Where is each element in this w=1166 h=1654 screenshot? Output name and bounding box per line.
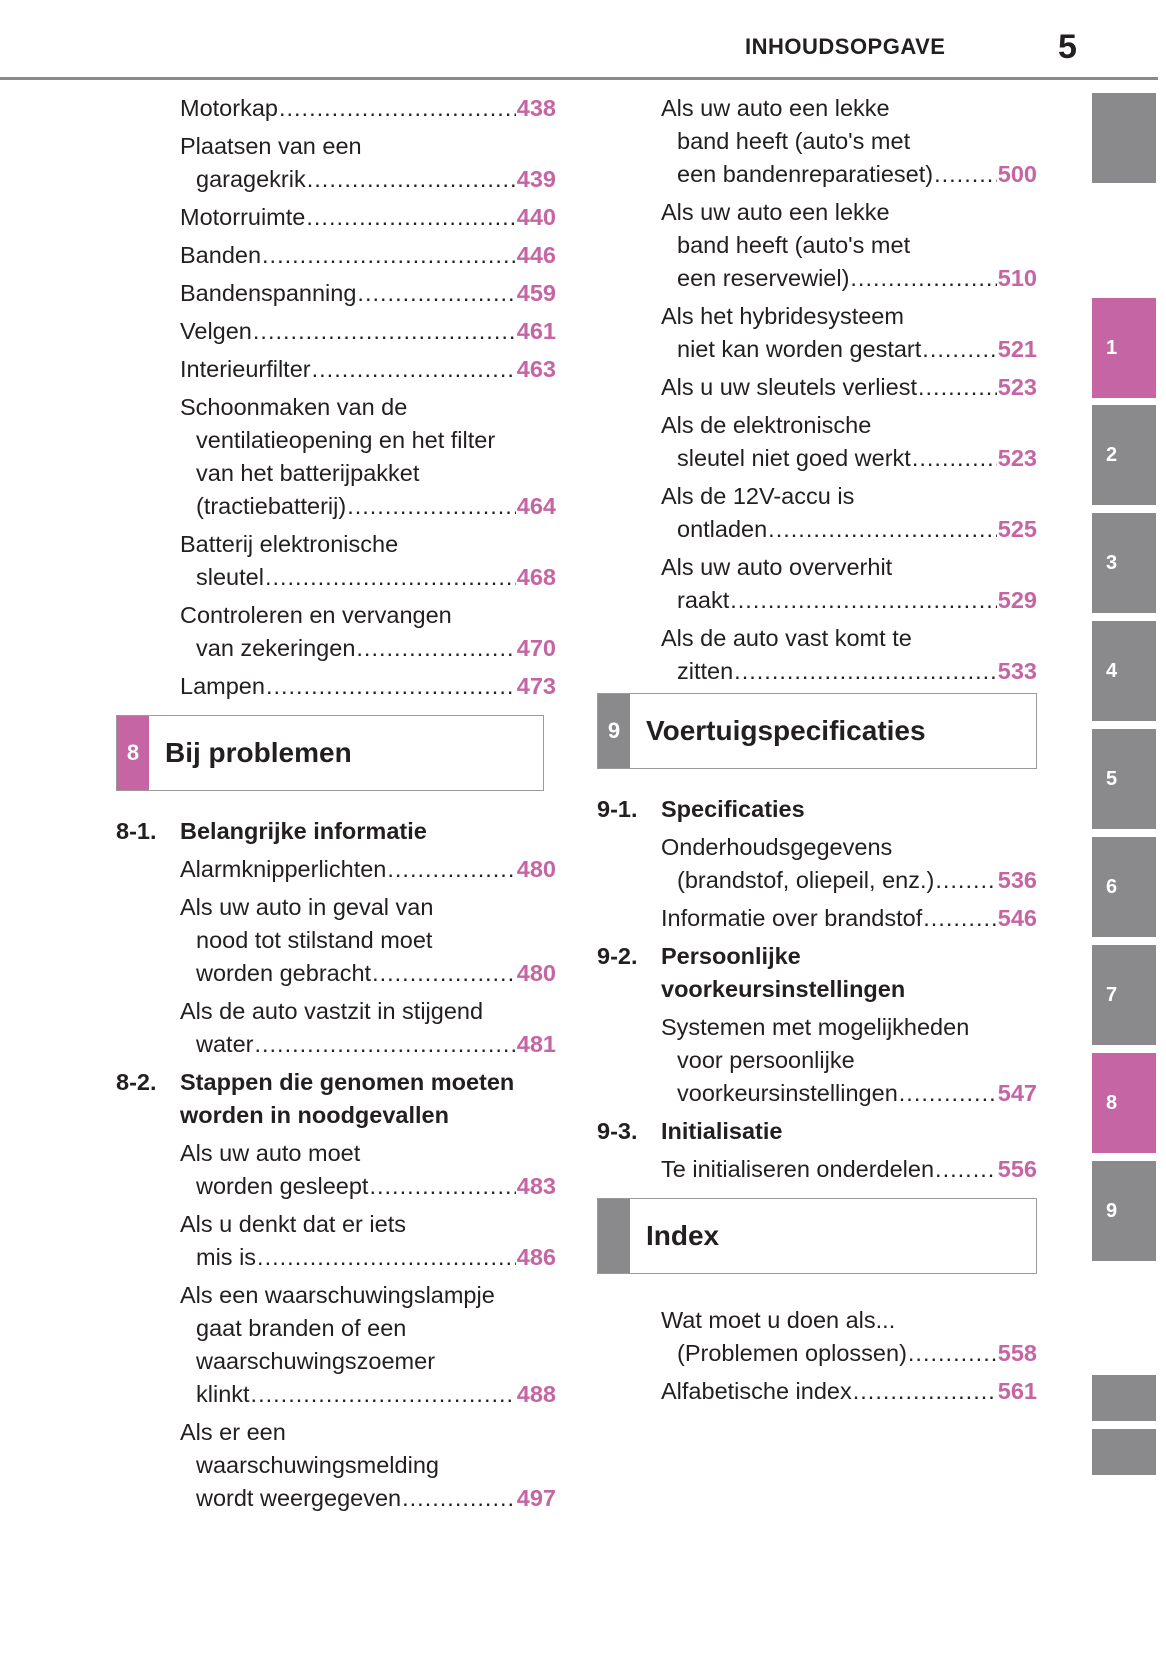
tab-chapter-7[interactable]: 7 [1092, 945, 1156, 1045]
header-title: INHOUDSOPGAVE [745, 34, 946, 59]
chapter-marker [598, 1199, 630, 1273]
toc-entry[interactable] [116, 891, 556, 990]
toc-entry-text: Bandenspanning [180, 280, 357, 306]
tab-chapter-6[interactable]: 6 [1092, 837, 1156, 937]
toc-entry[interactable] [116, 1137, 556, 1203]
dot-leader [850, 262, 996, 295]
toc-entry[interactable] [116, 853, 556, 886]
page-reference[interactable]: 488 [516, 1381, 556, 1407]
toc-entry-text: Alarmknipperlichten [180, 856, 387, 882]
page-reference[interactable]: 547 [997, 1080, 1037, 1106]
toc-entry-text: worden gesleept [196, 1173, 369, 1199]
toc-entry-text: worden gebracht [196, 960, 372, 986]
section-title: Persoonlijke voorkeursinstellingen [661, 943, 906, 1002]
dot-leader [912, 442, 997, 475]
toc-entry[interactable] [597, 196, 1037, 295]
dot-leader [262, 239, 516, 272]
page-reference[interactable]: 439 [516, 166, 556, 192]
toc-entry[interactable] [116, 528, 556, 594]
toc-list [597, 1153, 1037, 1186]
toc-entry[interactable] [597, 409, 1037, 475]
page-reference[interactable]: 510 [997, 265, 1037, 291]
tab-chapter-9[interactable]: 9 [1092, 1161, 1156, 1261]
toc-list [116, 92, 556, 703]
page-number: 5 [1058, 28, 1077, 66]
section-heading-8-2[interactable] [116, 1066, 556, 1132]
toc-entry[interactable] [597, 831, 1037, 897]
tab-chapter-3[interactable]: 3 [1092, 513, 1156, 613]
toc-entry-text: Als het hybridesysteem [661, 303, 904, 329]
section-title: Initialisatie [661, 1118, 783, 1144]
toc-entry-text: Onderhoudsgegevens [661, 834, 893, 860]
page-reference[interactable]: 440 [516, 204, 556, 230]
toc-entry[interactable] [597, 480, 1037, 546]
toc-entry-text: mis is [196, 1244, 257, 1270]
toc-entry[interactable] [597, 622, 1037, 688]
toc-entry-text: Banden [180, 242, 262, 268]
page-reference[interactable]: 464 [516, 493, 556, 519]
toc-entry-text: Systemen met mogelijkheden [661, 1014, 970, 1040]
section-number: 9-2. [597, 943, 638, 969]
toc-entry-text: sleutel niet goed werkt [677, 445, 911, 471]
toc-entry-text: klinkt [196, 1381, 250, 1407]
toc-entry-text: waarschuwingsmelding [196, 1452, 439, 1478]
chapter-title: Voertuigspecificaties [646, 715, 926, 746]
section-title: Belangrijke informatie [180, 818, 427, 844]
toc-entry[interactable] [116, 1279, 556, 1411]
toc-entry-text: ontladen [677, 516, 768, 542]
section-number: 9-3. [597, 1118, 638, 1144]
toc-entry-text: voorkeursinstellingen [677, 1080, 898, 1106]
page-reference[interactable]: 459 [516, 280, 556, 306]
page-reference[interactable]: 461 [516, 318, 556, 344]
toc-entry[interactable] [597, 1375, 1037, 1408]
dot-leader [251, 1378, 516, 1411]
toc-entry-text: Als de auto vastzit in stijgend [180, 998, 484, 1024]
page-reference[interactable]: 533 [997, 658, 1037, 684]
page-reference[interactable]: 481 [516, 1031, 556, 1057]
toc-entry-text: raakt [677, 587, 730, 613]
toc-entry-text: gaat branden of een [196, 1315, 407, 1341]
page-reference[interactable]: 558 [997, 1340, 1037, 1366]
toc-entry-text: sleutel [196, 564, 264, 590]
dot-leader [254, 1028, 515, 1061]
toc-entry[interactable] [597, 371, 1037, 404]
chapter-number: 8 [117, 716, 149, 790]
page-reference[interactable]: 463 [516, 356, 556, 382]
dot-leader [934, 158, 997, 191]
page-reference[interactable]: 483 [516, 1173, 556, 1199]
toc-list [597, 831, 1037, 935]
toc-entry[interactable] [116, 92, 556, 125]
toc-entry-text: band heeft (auto's met [677, 232, 911, 258]
toc-entry-text: wordt weergegeven [196, 1485, 402, 1511]
toc-entry[interactable] [597, 1011, 1037, 1110]
toc-entry-text: Schoonmaken van de [180, 394, 408, 420]
toc-entry[interactable] [116, 130, 556, 196]
toc-entry-text: Als uw auto een lekke [661, 95, 890, 121]
left-column [116, 92, 556, 1520]
toc-list [116, 1137, 556, 1515]
page-reference[interactable]: 525 [997, 516, 1037, 542]
toc-entry-text: nood tot stilstand moet [196, 927, 433, 953]
tab-blank-top [1092, 93, 1156, 183]
toc-entry-text: Als de elektronische [661, 412, 872, 438]
toc-entry[interactable] [597, 551, 1037, 617]
toc-entry-text: Als uw auto moet [180, 1140, 361, 1166]
dot-leader [922, 333, 996, 366]
section-heading-8-1[interactable] [116, 815, 556, 848]
toc-entry-text: niet kan worden gestart [677, 336, 922, 362]
toc-entry[interactable] [597, 300, 1037, 366]
page-reference[interactable]: 561 [997, 1378, 1037, 1404]
toc-entry-text: Plaatsen van een [180, 133, 362, 159]
tab-chapter-8[interactable]: 8 [1092, 1053, 1156, 1153]
toc-list [116, 853, 556, 1061]
chapter-9-heading[interactable] [597, 693, 1037, 769]
dot-leader [923, 902, 997, 935]
page-reference[interactable]: 556 [997, 1156, 1037, 1182]
dot-leader [935, 1153, 997, 1186]
dot-leader [402, 1482, 516, 1515]
tab-blank-index-2 [1092, 1429, 1156, 1475]
toc-entry[interactable] [597, 902, 1037, 935]
dot-leader [265, 561, 516, 594]
page-reference[interactable]: 486 [516, 1244, 556, 1270]
toc-entry[interactable] [597, 1304, 1037, 1370]
dot-leader [853, 1375, 997, 1408]
toc-entry-text: Te initialiseren onderdelen [661, 1156, 935, 1182]
dot-leader [908, 1337, 997, 1370]
toc-entry-text: een bandenreparatieset) [677, 161, 934, 187]
toc-entry-text: water [196, 1031, 254, 1057]
page-reference[interactable]: 480 [516, 856, 556, 882]
page-reference[interactable]: 438 [516, 95, 556, 121]
dot-leader [279, 92, 516, 125]
page-reference[interactable]: 523 [997, 374, 1037, 400]
page-reference[interactable]: 529 [997, 587, 1037, 613]
dot-leader [768, 513, 997, 546]
dot-leader [730, 584, 997, 617]
dot-leader [918, 371, 997, 404]
page-reference[interactable]: 521 [997, 336, 1037, 362]
toc-entry[interactable] [116, 239, 556, 272]
toc-entry-text: Als er een [180, 1419, 286, 1445]
right-column [597, 92, 1037, 1413]
page-reference[interactable]: 470 [516, 635, 556, 661]
toc-entry-text: Als u denkt dat er iets [180, 1211, 406, 1237]
section-number: 9-1. [597, 796, 638, 822]
toc-entry[interactable] [116, 201, 556, 234]
toc-entry-text: ventilatieopening en het filter [196, 427, 496, 453]
chapter-8-heading[interactable] [116, 715, 544, 791]
dot-leader [266, 670, 516, 703]
toc-entry-text: Als een waarschuwingslampje [180, 1282, 495, 1308]
tab-chapter-1[interactable]: 1 [1092, 298, 1156, 398]
tab-chapter-2[interactable]: 2 [1092, 405, 1156, 505]
section-heading-9-3[interactable] [597, 1115, 1037, 1148]
toc-entry-text: Interieurfilter [180, 356, 311, 382]
toc-entry[interactable] [116, 1416, 556, 1515]
tab-chapter-5[interactable]: 5 [1092, 729, 1156, 829]
toc-entry[interactable] [597, 92, 1037, 191]
toc-entry-text: voor persoonlijke [677, 1047, 855, 1073]
dot-leader [257, 1241, 516, 1274]
toc-entry-text: Als uw auto in geval van [180, 894, 434, 920]
toc-entry-text: Als uw auto oververhit [661, 554, 893, 580]
section-number: 8-1. [116, 818, 157, 844]
toc-entry-text: Als de 12V-accu is [661, 483, 855, 509]
section-title: Specificaties [661, 796, 805, 822]
toc-entry-text: band heeft (auto's met [677, 128, 911, 154]
dot-leader [935, 864, 996, 897]
toc-entry-text: van het batterijpakket [196, 460, 420, 486]
page-reference[interactable]: 468 [516, 564, 556, 590]
dot-leader [306, 201, 515, 234]
toc-entry[interactable] [116, 1208, 556, 1274]
page-reference[interactable]: 480 [516, 960, 556, 986]
page-reference[interactable]: 500 [997, 161, 1037, 187]
toc-entry-text: Als u uw sleutels verliest [661, 374, 917, 400]
section-number: 8-2. [116, 1069, 157, 1095]
dot-leader [372, 957, 516, 990]
toc-entry[interactable] [116, 995, 556, 1061]
dot-leader [357, 277, 515, 310]
toc-list [597, 1011, 1037, 1110]
dot-leader [369, 1170, 515, 1203]
toc-entry-text: Velgen [180, 318, 252, 344]
toc-entry-text: (Problemen oplossen) [677, 1340, 907, 1366]
header-divider [0, 77, 1158, 80]
page-reference[interactable]: 497 [516, 1485, 556, 1511]
dot-leader [734, 655, 997, 688]
index-heading[interactable] [597, 1198, 1037, 1274]
section-heading-9-2[interactable] [597, 940, 1037, 1006]
toc-list [597, 1304, 1037, 1408]
page-reference[interactable]: 536 [997, 867, 1037, 893]
toc-entry-text: (brandstof, oliepeil, enz.) [677, 867, 935, 893]
toc-entry[interactable] [116, 391, 556, 523]
chapter-title: Index [646, 1220, 720, 1251]
toc-entry-text: Als de auto vast komt te [661, 625, 912, 651]
page-reference[interactable]: 446 [516, 242, 556, 268]
section-title: Stappen die genomen moeten worden in noodgevallen [180, 1069, 515, 1128]
section-heading-9-1[interactable] [597, 793, 1037, 826]
toc-entry-text: Informatie over brandstof [661, 905, 923, 931]
toc-entry[interactable] [116, 599, 556, 665]
toc-entry-text: Als uw auto een lekke [661, 199, 890, 225]
toc-entry-text: Lampen [180, 673, 265, 699]
dot-leader [307, 163, 516, 196]
chapter-title: Bij problemen [165, 737, 352, 768]
tab-blank-index-1 [1092, 1375, 1156, 1421]
dot-leader [312, 353, 516, 386]
dot-leader [899, 1077, 997, 1110]
dot-leader [253, 315, 516, 348]
dot-leader [347, 490, 516, 523]
toc-entry[interactable] [597, 1153, 1037, 1186]
toc-entry[interactable] [116, 670, 556, 703]
tab-chapter-4[interactable]: 4 [1092, 621, 1156, 721]
toc-entry-text: een reservewiel) [677, 265, 850, 291]
toc-entry-text: zitten [677, 658, 734, 684]
toc-entry-text: Alfabetische index [661, 1378, 852, 1404]
toc-list [597, 92, 1037, 688]
toc-entry-text: Motorkap [180, 95, 278, 121]
page-reference[interactable]: 523 [997, 445, 1037, 471]
toc-entry[interactable] [116, 353, 556, 386]
toc-entry-text: van zekeringen [196, 635, 356, 661]
page-reference[interactable]: 473 [516, 673, 556, 699]
toc-entry-text: Motorruimte [180, 204, 306, 230]
toc-entry[interactable] [116, 315, 556, 348]
toc-entry-text: waarschuwingszoemer [196, 1348, 436, 1374]
toc-entry-text: Wat moet u doen als... [661, 1307, 896, 1333]
dot-leader [356, 632, 515, 665]
toc-entry-text: Controleren en vervangen [180, 602, 452, 628]
page-reference[interactable]: 546 [997, 905, 1037, 931]
toc-entry-text: Batterij elektronische [180, 531, 399, 557]
toc-entry[interactable] [116, 277, 556, 310]
dot-leader [387, 853, 515, 886]
toc-entry-text: garagekrik [196, 166, 306, 192]
toc-entry-text: (tractiebatterij) [196, 493, 347, 519]
chapter-number: 9 [598, 694, 630, 768]
